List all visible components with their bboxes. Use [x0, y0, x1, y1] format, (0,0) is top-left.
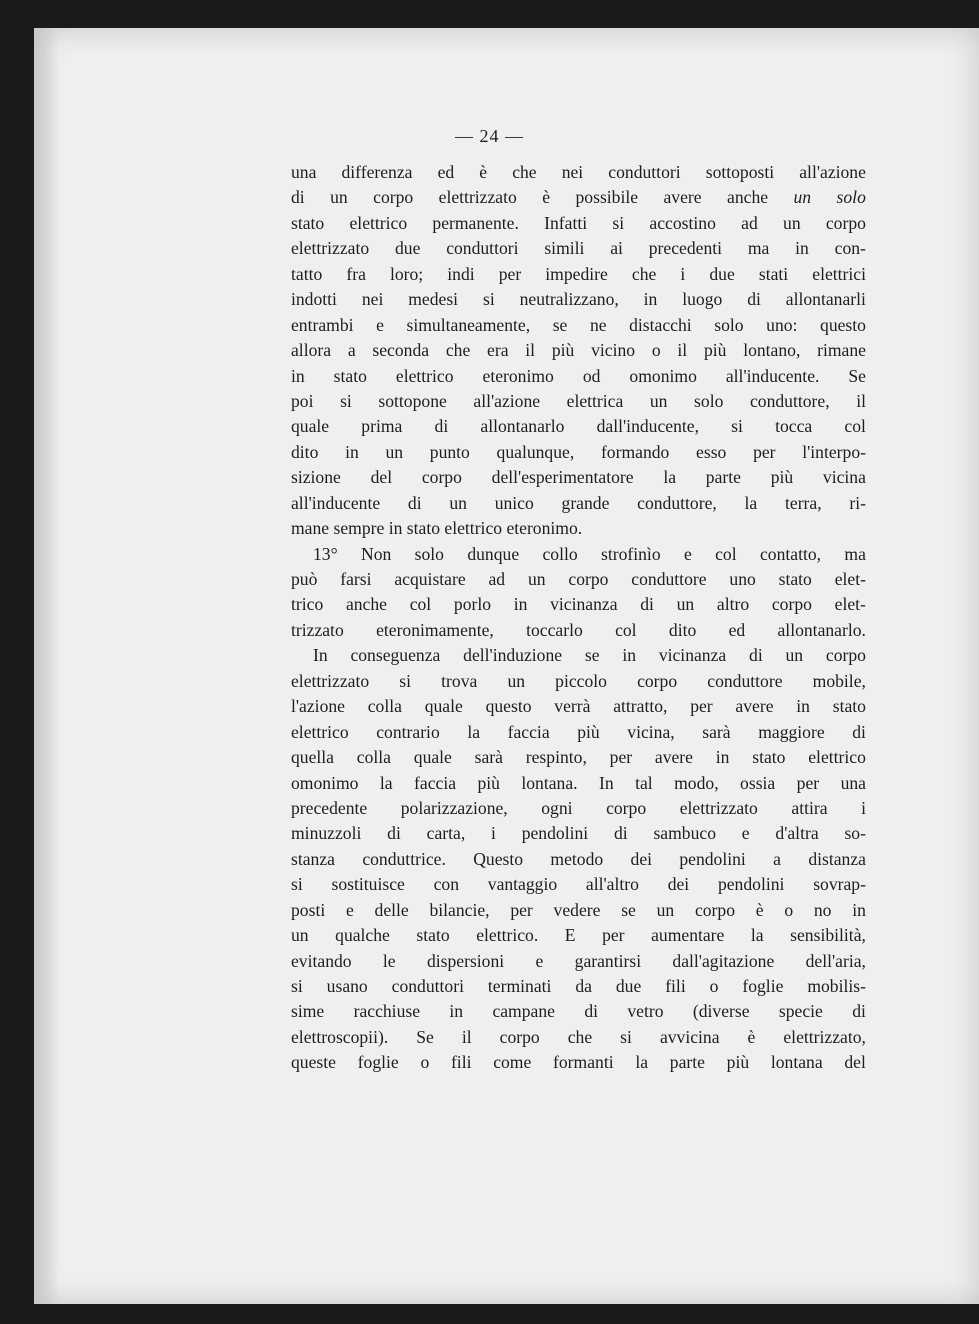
text-line: allora a seconda che era il più vicino o il più lontano, rimane: [291, 340, 866, 361]
text-line: l'azione colla quale questo verrà attratto, per avere in stato: [291, 696, 866, 717]
text-line: entrambi e simultaneamente, se ne distacchi solo uno: questo: [291, 314, 866, 335]
text-line: poi si sottopone all'azione elettrica un solo conduttore, il: [291, 390, 866, 411]
text-line: dito in un punto qualunque, formando esso per l'interpo-: [291, 441, 866, 462]
page-number: — 24 —: [455, 126, 524, 146]
text-line: sime racchiuse in campane di vetro (diverse specie di: [291, 1001, 866, 1022]
text-line: stanza conduttrice. Questo metodo dei pendolini a distanza: [291, 848, 866, 869]
text-line: all'inducente di un unico grande conduttore, la terra, ri-: [291, 492, 866, 513]
text-line: in stato elettrico eteronimo od omonimo all'inducente. Se: [291, 365, 866, 386]
text-line: omonimo la faccia più lontana. In tal modo, ossia per una: [291, 772, 866, 793]
text-line: mane sempre in stato elettrico eteronimo.: [291, 518, 583, 539]
text-line: si sostituisce con vantaggio all'altro dei pendolini sovrap-: [291, 874, 866, 895]
text-line: quella colla quale sarà respinto, per avere in stato elettrico: [291, 747, 866, 768]
text-line: evitando le dispersioni e garantirsi dall'agitazione dell'aria,: [291, 950, 866, 971]
text-line: quale prima di allontanarlo dall'inducente, si tocca col: [291, 416, 866, 437]
text-line: trizzato eteronimamente, toccarlo col dito ed allontanarlo.: [291, 619, 866, 640]
text-line: tatto fra loro; indi per impedire che i due stati elettrici: [291, 263, 866, 284]
text-line: elettrico contrario la faccia più vicina, sarà maggiore di: [291, 721, 866, 742]
text-line: In conseguenza dell'induzione se in vicinanza di un corpo: [313, 645, 866, 666]
text-line: queste foglie o fili come formanti la parte più lontana del: [291, 1052, 866, 1073]
text-line: sizione del corpo dell'esperimentatore la parte più vicina: [291, 467, 866, 488]
text-line: si usano conduttori terminati da due fili o foglie mobilis-: [291, 976, 866, 996]
text-line: elettrizzato si trova un piccolo corpo conduttore mobile,: [291, 670, 866, 691]
text-line: minuzzoli di carta, i pendolini di sambuco e d'altra so-: [291, 823, 866, 844]
text-line: di un corpo elettrizzato è possibile avere anche un solo: [291, 187, 866, 208]
text-line: 13° Non solo dunque collo strofinìo e col contatto, ma: [313, 543, 866, 564]
text-line: stato elettrico permanente. Infatti si accostino ad un corpo: [291, 212, 866, 233]
text-line: posti e delle bilancie, per vedere se un corpo è o no in: [291, 899, 866, 920]
text-line: precedente polarizzazione, ogni corpo elettrizzato attira i: [291, 797, 866, 818]
text-line: elettroscopii). Se il corpo che si avvicina è elettrizzato,: [291, 1026, 866, 1047]
text-line: elettrizzato due conduttori simili ai precedenti ma in con-: [291, 238, 866, 259]
body-text: [291, 160, 866, 1076]
text-line: trico anche col porlo in vicinanza di un altro corpo elet-: [291, 594, 866, 615]
text-line: indotti nei medesi si neutralizzano, in luogo di allontanarli: [291, 289, 866, 310]
text-line: può farsi acquistare ad un corpo conduttore uno stato elet-: [291, 569, 866, 589]
text-line: un qualche stato elettrico. E per aumentare la sensibilità,: [291, 925, 866, 946]
text-line: una differenza ed è che nei conduttori sottoposti all'azione: [291, 162, 866, 182]
